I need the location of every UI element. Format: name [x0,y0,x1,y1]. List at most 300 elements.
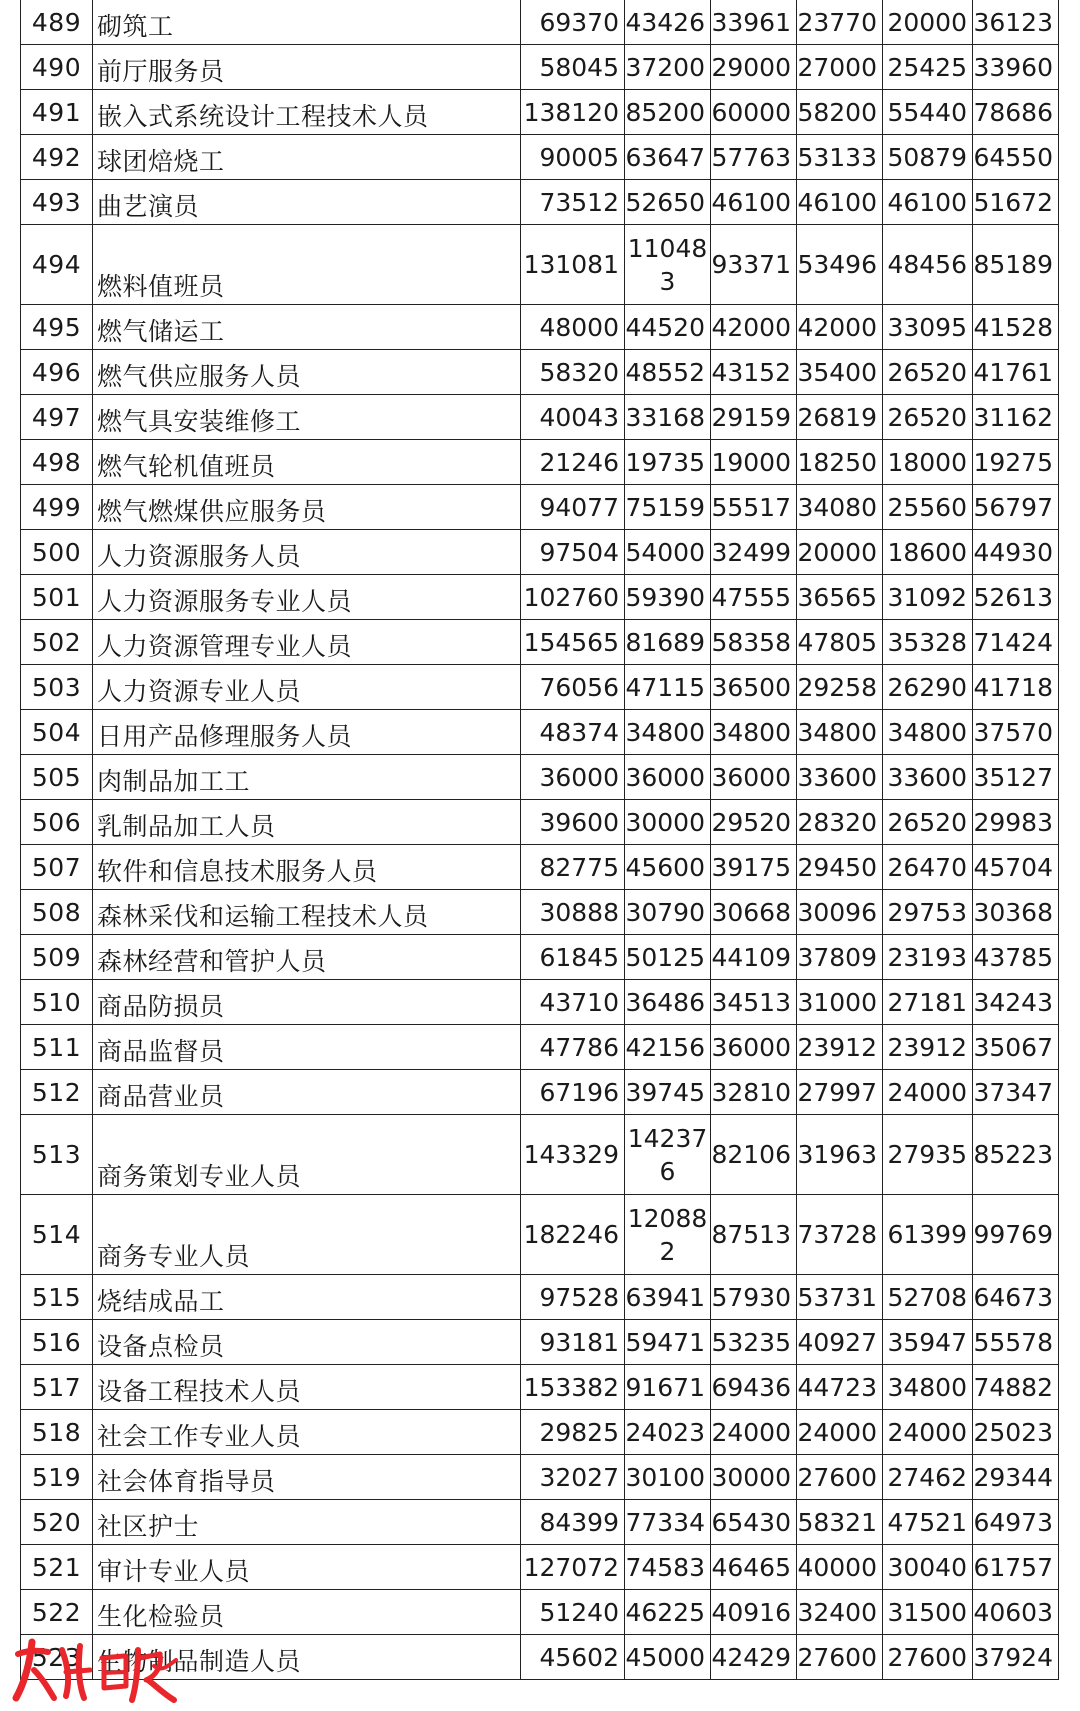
salary-value-5: 26470 [883,845,973,890]
occupation-name: 人力资源专业人员 [93,665,521,710]
salary-value-6: 61757 [973,1545,1059,1590]
salary-value-3: 29000 [711,45,797,90]
salary-value-1: 29825 [521,1410,625,1455]
salary-value-2: 59390 [625,575,711,620]
row-number: 513 [21,1115,93,1195]
table-row [21,305,1059,350]
salary-value-5: 48456 [883,225,973,305]
salary-value-2: 46225 [625,1590,711,1635]
salary-value-3: 58358 [711,620,797,665]
salary-value-4: 35400 [797,350,883,395]
salary-value-5: 34800 [883,1365,973,1410]
salary-value-4: 46100 [797,180,883,225]
salary-value-5: 46100 [883,180,973,225]
salary-value-1: 84399 [521,1500,625,1545]
salary-value-2: 39745 [625,1070,711,1115]
salary-value-6: 37347 [973,1070,1059,1115]
occupation-name: 燃气轮机值班员 [93,440,521,485]
salary-value-4: 44723 [797,1365,883,1410]
salary-value-3: 40916 [711,1590,797,1635]
watermark-brush-icon [16,1642,176,1700]
salary-value-3: 32499 [711,530,797,575]
salary-value-1: 182246 [521,1195,625,1275]
salary-value-3: 39175 [711,845,797,890]
salary-value-4: 58200 [797,90,883,135]
salary-value-5: 27181 [883,980,973,1025]
salary-value-6: 29983 [973,800,1059,845]
salary-value-2: 74583 [625,1545,711,1590]
occupation-name: 人力资源管理专业人员 [93,620,521,665]
salary-value-4: 28320 [797,800,883,845]
row-number: 500 [21,530,93,575]
row-number: 520 [21,1500,93,1545]
salary-value-2: 142376 [625,1115,711,1195]
salary-table [20,0,1059,1680]
salary-value-5: 25425 [883,45,973,90]
row-number: 505 [21,755,93,800]
salary-value-1: 73512 [521,180,625,225]
salary-value-4: 31000 [797,980,883,1025]
salary-value-4: 73728 [797,1195,883,1275]
row-number: 512 [21,1070,93,1115]
row-number: 492 [21,135,93,180]
salary-value-3: 46465 [711,1545,797,1590]
occupation-name: 燃气供应服务人员 [93,350,521,395]
salary-value-6: 36123 [973,0,1059,45]
salary-value-4: 34800 [797,710,883,755]
occupation-name: 燃气燃煤供应服务员 [93,485,521,530]
row-number: 497 [21,395,93,440]
row-number: 507 [21,845,93,890]
salary-value-1: 76056 [521,665,625,710]
salary-value-6: 51672 [973,180,1059,225]
salary-value-5: 35947 [883,1320,973,1365]
occupation-name: 社会体育指导员 [93,1455,521,1500]
occupation-name: 曲艺演员 [93,180,521,225]
salary-value-1: 40043 [521,395,625,440]
salary-value-1: 48374 [521,710,625,755]
salary-value-5: 31500 [883,1590,973,1635]
salary-value-3: 46100 [711,180,797,225]
salary-value-5: 30040 [883,1545,973,1590]
salary-value-2: 50125 [625,935,711,980]
salary-value-1: 154565 [521,620,625,665]
row-number: 511 [21,1025,93,1070]
salary-value-6: 41528 [973,305,1059,350]
salary-value-1: 48000 [521,305,625,350]
occupation-name: 森林采伐和运输工程技术人员 [93,890,521,935]
row-number: 523 [21,1635,93,1680]
salary-value-2: 36000 [625,755,711,800]
table-row [21,665,1059,710]
salary-value-1: 58045 [521,45,625,90]
salary-value-3: 34513 [711,980,797,1025]
salary-value-2: 30000 [625,800,711,845]
salary-value-1: 97528 [521,1275,625,1320]
salary-value-3: 69436 [711,1365,797,1410]
salary-value-3: 42000 [711,305,797,350]
salary-value-4: 40000 [797,1545,883,1590]
salary-value-3: 55517 [711,485,797,530]
salary-value-5: 29753 [883,890,973,935]
salary-value-5: 26520 [883,800,973,845]
salary-value-1: 67196 [521,1070,625,1115]
row-number: 506 [21,800,93,845]
salary-value-4: 53731 [797,1275,883,1320]
occupation-name: 前厅服务员 [93,45,521,90]
salary-value-5: 26520 [883,350,973,395]
occupation-name: 人力资源服务人员 [93,530,521,575]
salary-value-3: 65430 [711,1500,797,1545]
salary-value-3: 93371 [711,225,797,305]
salary-value-1: 93181 [521,1320,625,1365]
salary-value-5: 24000 [883,1070,973,1115]
salary-value-2: 19735 [625,440,711,485]
salary-value-2: 42156 [625,1025,711,1070]
salary-value-4: 42000 [797,305,883,350]
table-row [21,845,1059,890]
row-number: 516 [21,1320,93,1365]
occupation-name: 设备点检员 [93,1320,521,1365]
salary-value-2: 33168 [625,395,711,440]
occupation-name: 审计专业人员 [93,1545,521,1590]
table-row [21,935,1059,980]
salary-value-4: 26819 [797,395,883,440]
salary-value-6: 64673 [973,1275,1059,1320]
row-number: 502 [21,620,93,665]
salary-value-1: 21246 [521,440,625,485]
row-number: 491 [21,90,93,135]
salary-value-6: 64550 [973,135,1059,180]
salary-value-6: 37924 [973,1635,1059,1680]
salary-value-2: 30100 [625,1455,711,1500]
table-row [21,1115,1059,1195]
salary-value-5: 27935 [883,1115,973,1195]
occupation-name: 燃气具安装维修工 [93,395,521,440]
salary-value-6: 34243 [973,980,1059,1025]
table-row [21,485,1059,530]
occupation-name: 商务专业人员 [93,1195,521,1275]
salary-value-3: 24000 [711,1410,797,1455]
row-number: 496 [21,350,93,395]
salary-value-2: 54000 [625,530,711,575]
salary-value-1: 61845 [521,935,625,980]
salary-value-1: 82775 [521,845,625,890]
salary-value-3: 33961 [711,0,797,45]
salary-value-5: 55440 [883,90,973,135]
salary-value-2: 110483 [625,225,711,305]
salary-value-6: 44930 [973,530,1059,575]
salary-value-2: 75159 [625,485,711,530]
salary-value-5: 27600 [883,1635,973,1680]
salary-value-3: 87513 [711,1195,797,1275]
table-row [21,800,1059,845]
salary-value-2: 44520 [625,305,711,350]
salary-value-6: 30368 [973,890,1059,935]
table-row [21,1365,1059,1410]
salary-value-2: 77334 [625,1500,711,1545]
salary-value-3: 53235 [711,1320,797,1365]
occupation-name: 生物制品制造人员 [93,1635,521,1680]
salary-value-3: 34800 [711,710,797,755]
salary-value-6: 74882 [973,1365,1059,1410]
occupation-name: 砌筑工 [93,0,521,45]
salary-value-3: 29520 [711,800,797,845]
row-number: 498 [21,440,93,485]
row-number: 499 [21,485,93,530]
salary-value-1: 69370 [521,0,625,45]
salary-value-6: 25023 [973,1410,1059,1455]
row-number: 510 [21,980,93,1025]
salary-value-3: 32810 [711,1070,797,1115]
salary-value-5: 23912 [883,1025,973,1070]
salary-value-6: 41718 [973,665,1059,710]
salary-value-4: 37809 [797,935,883,980]
table-row [21,1275,1059,1320]
salary-value-4: 33600 [797,755,883,800]
occupation-name: 球团焙烧工 [93,135,521,180]
salary-value-6: 41761 [973,350,1059,395]
salary-value-6: 31162 [973,395,1059,440]
salary-value-1: 47786 [521,1025,625,1070]
salary-value-5: 25560 [883,485,973,530]
salary-value-6: 33960 [973,45,1059,90]
table-body [21,0,1059,1680]
row-number: 521 [21,1545,93,1590]
salary-value-4: 27600 [797,1635,883,1680]
occupation-name: 燃料值班员 [93,225,521,305]
table-row [21,1500,1059,1545]
salary-value-1: 43710 [521,980,625,1025]
row-number: 518 [21,1410,93,1455]
salary-value-4: 29258 [797,665,883,710]
occupation-name: 烧结成品工 [93,1275,521,1320]
salary-value-3: 42429 [711,1635,797,1680]
salary-value-5: 50879 [883,135,973,180]
salary-value-6: 35067 [973,1025,1059,1070]
salary-value-3: 36000 [711,755,797,800]
salary-value-4: 30096 [797,890,883,935]
row-number: 489 [21,0,93,45]
salary-value-3: 47555 [711,575,797,620]
salary-value-2: 34800 [625,710,711,755]
occupation-name: 软件和信息技术服务人员 [93,845,521,890]
salary-value-5: 61399 [883,1195,973,1275]
salary-value-4: 24000 [797,1410,883,1455]
salary-value-4: 53496 [797,225,883,305]
watermark-logo [4,1636,184,1708]
salary-value-1: 94077 [521,485,625,530]
salary-value-2: 52650 [625,180,711,225]
salary-value-3: 44109 [711,935,797,980]
salary-value-6: 43785 [973,935,1059,980]
salary-value-5: 34800 [883,710,973,755]
salary-value-4: 27000 [797,45,883,90]
salary-value-5: 35328 [883,620,973,665]
table-row [21,1195,1059,1275]
salary-value-3: 36000 [711,1025,797,1070]
salary-value-6: 64973 [973,1500,1059,1545]
table-row [21,0,1059,45]
salary-value-4: 18250 [797,440,883,485]
salary-value-5: 33095 [883,305,973,350]
salary-value-3: 29159 [711,395,797,440]
salary-value-6: 99769 [973,1195,1059,1275]
salary-value-1: 39600 [521,800,625,845]
salary-value-1: 58320 [521,350,625,395]
salary-value-1: 36000 [521,755,625,800]
occupation-name: 人力资源服务专业人员 [93,575,521,620]
occupation-name: 商品营业员 [93,1070,521,1115]
occupation-name: 商品防损员 [93,980,521,1025]
salary-value-6: 85189 [973,225,1059,305]
salary-value-5: 20000 [883,0,973,45]
salary-value-6: 85223 [973,1115,1059,1195]
row-number: 504 [21,710,93,755]
salary-value-5: 26290 [883,665,973,710]
row-number: 508 [21,890,93,935]
salary-value-2: 63941 [625,1275,711,1320]
salary-value-6: 78686 [973,90,1059,135]
table-row [21,980,1059,1025]
occupation-name: 社会工作专业人员 [93,1410,521,1455]
occupation-name: 燃气储运工 [93,305,521,350]
salary-value-2: 81689 [625,620,711,665]
salary-value-4: 20000 [797,530,883,575]
row-number: 522 [21,1590,93,1635]
salary-value-5: 31092 [883,575,973,620]
salary-value-1: 97504 [521,530,625,575]
salary-value-6: 29344 [973,1455,1059,1500]
salary-value-2: 63647 [625,135,711,180]
salary-value-4: 36565 [797,575,883,620]
table-row [21,575,1059,620]
salary-value-1: 90005 [521,135,625,180]
salary-value-5: 52708 [883,1275,973,1320]
salary-value-2: 30790 [625,890,711,935]
salary-value-4: 53133 [797,135,883,180]
table-row [21,755,1059,800]
salary-value-2: 36486 [625,980,711,1025]
salary-value-4: 27600 [797,1455,883,1500]
salary-value-4: 31963 [797,1115,883,1195]
salary-value-3: 43152 [711,350,797,395]
occupation-name: 商品监督员 [93,1025,521,1070]
occupation-name: 生化检验员 [93,1590,521,1635]
table-row [21,90,1059,135]
salary-value-1: 45602 [521,1635,625,1680]
occupation-name: 肉制品加工工 [93,755,521,800]
salary-value-6: 52613 [973,575,1059,620]
table-row [21,225,1059,305]
salary-value-3: 30668 [711,890,797,935]
occupation-name: 社区护士 [93,1500,521,1545]
salary-value-6: 55578 [973,1320,1059,1365]
table-row [21,1590,1059,1635]
salary-value-5: 18000 [883,440,973,485]
salary-value-2: 85200 [625,90,711,135]
salary-value-4: 58321 [797,1500,883,1545]
occupation-name: 设备工程技术人员 [93,1365,521,1410]
salary-value-1: 30888 [521,890,625,935]
salary-value-6: 71424 [973,620,1059,665]
salary-value-1: 102760 [521,575,625,620]
table-row [21,890,1059,935]
salary-value-3: 60000 [711,90,797,135]
table-row [21,530,1059,575]
row-number: 501 [21,575,93,620]
salary-value-2: 24023 [625,1410,711,1455]
row-number: 519 [21,1455,93,1500]
salary-value-2: 45600 [625,845,711,890]
occupation-name: 嵌入式系统设计工程技术人员 [93,90,521,135]
salary-value-2: 45000 [625,1635,711,1680]
salary-value-5: 47521 [883,1500,973,1545]
salary-value-5: 33600 [883,755,973,800]
salary-value-6: 37570 [973,710,1059,755]
row-number: 517 [21,1365,93,1410]
salary-value-4: 23912 [797,1025,883,1070]
salary-value-6: 45704 [973,845,1059,890]
row-number: 509 [21,935,93,980]
occupation-name: 商务策划专业人员 [93,1115,521,1195]
table-row [21,350,1059,395]
salary-value-1: 153382 [521,1365,625,1410]
salary-value-2: 59471 [625,1320,711,1365]
salary-value-2: 91671 [625,1365,711,1410]
salary-value-2: 47115 [625,665,711,710]
salary-value-4: 29450 [797,845,883,890]
salary-value-6: 40603 [973,1590,1059,1635]
salary-value-4: 27997 [797,1070,883,1115]
salary-value-1: 138120 [521,90,625,135]
salary-value-6: 35127 [973,755,1059,800]
salary-value-4: 23770 [797,0,883,45]
salary-value-1: 131081 [521,225,625,305]
salary-value-4: 47805 [797,620,883,665]
salary-value-1: 32027 [521,1455,625,1500]
salary-value-3: 19000 [711,440,797,485]
table-row [21,1070,1059,1115]
salary-table-sheet [20,0,1060,1711]
table-row [21,45,1059,90]
table-row [21,440,1059,485]
salary-value-3: 82106 [711,1115,797,1195]
salary-value-5: 24000 [883,1410,973,1455]
salary-value-3: 57763 [711,135,797,180]
salary-value-3: 57930 [711,1275,797,1320]
occupation-name: 乳制品加工人员 [93,800,521,845]
salary-value-5: 23193 [883,935,973,980]
salary-value-3: 30000 [711,1455,797,1500]
table-row [21,1025,1059,1070]
row-number: 490 [21,45,93,90]
salary-value-2: 43426 [625,0,711,45]
salary-value-5: 26520 [883,395,973,440]
salary-value-2: 120882 [625,1195,711,1275]
table-row [21,1455,1059,1500]
row-number: 493 [21,180,93,225]
row-number: 514 [21,1195,93,1275]
row-number: 515 [21,1275,93,1320]
occupation-name: 森林经营和管护人员 [93,935,521,980]
table-row [21,180,1059,225]
row-number: 503 [21,665,93,710]
table-row [21,1320,1059,1365]
table-row [21,1545,1059,1590]
salary-value-4: 40927 [797,1320,883,1365]
salary-value-4: 34080 [797,485,883,530]
